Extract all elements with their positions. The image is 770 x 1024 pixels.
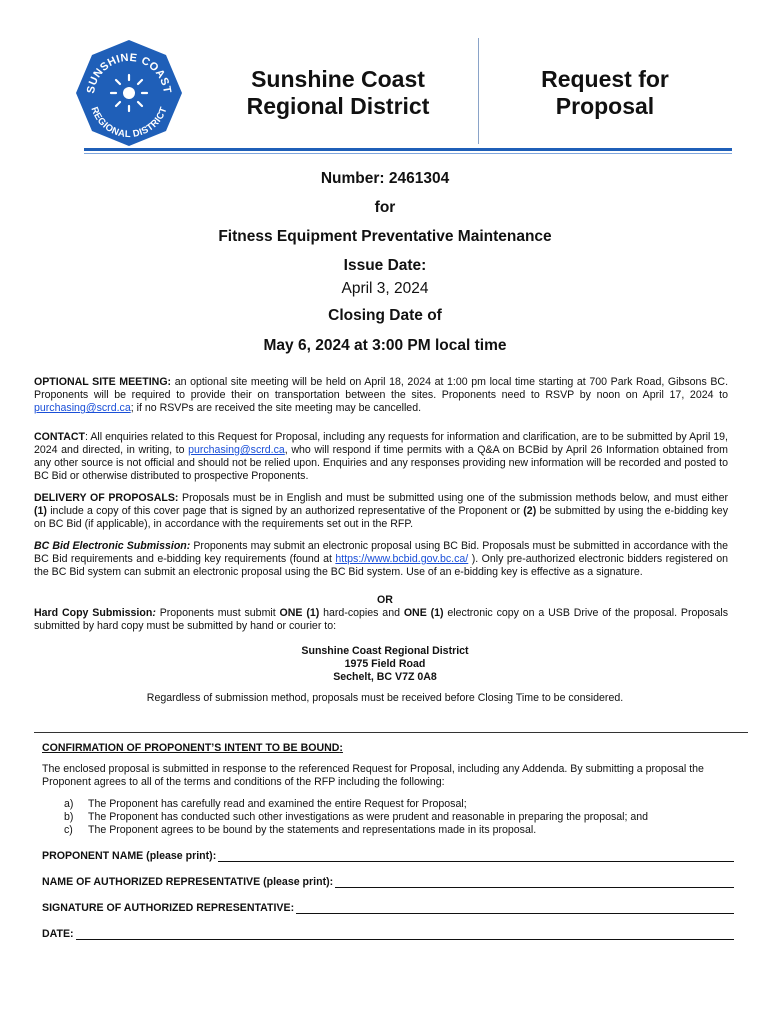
closing-date: May 6, 2024 at 3:00 PM local time [263,337,507,354]
proponent-name-line[interactable] [218,851,734,862]
bcbid-label: BC Bid Electronic Submission: [34,540,191,552]
list-item: a) The Proponent has carefully read and examined the entire Request for Proposal; [64,798,467,810]
address-line1: Sunshine Coast Regional District [301,645,469,657]
scrd-logo [74,38,184,148]
date-line[interactable] [76,929,734,940]
signature-line[interactable] [296,903,734,914]
regardless-note: Regardless of submission method, proposals must be received before Closing Time to be considered. [146,692,624,704]
header-rule [84,148,732,151]
hardcopy-paragraph: Hard Copy Submission: Proponents must submit ONE (1) hard-copies and ONE (1) electronic copy on a USB Drive of the proposal. Proposals submitted by hard copy must be submitted by hand or courier to: [34,607,729,632]
project-title: Fitness Equipment Preventative Maintenance [218,228,552,245]
proponent-name-field[interactable]: PROPONENT NAME (please print): [42,850,734,862]
svg-text:REGIONAL DISTRICT: REGIONAL DISTRICT [88,105,170,141]
issue-date-label: Issue Date: [343,257,427,274]
authorized-rep-line[interactable] [335,877,734,888]
org-title-line2: Regional District [246,93,430,119]
hardcopy-label: Hard Copy Submission [34,607,153,619]
svg-text:SUNSHINE COAST: SUNSHINE COAST [84,51,174,95]
contact-paragraph: CONTACT: All enquiries related to this Request for Proposal, including any requests for information and clarification, are to be submitted by April 19, 2024 and directed, in writing, to purchasing@scrd.ca, who will respond if time permits with a Q&A on BCBid by April 26 Information obtained from any other source is not official and should not be relied upon. Enquiries and any responses providing new information will be recorded and posted to BC Bid or otherwise distributed to prospective Proponents. [34,431,729,482]
org-title-line1: Sunshine Coast [251,66,425,92]
for-label: for [374,199,396,216]
confirmation-heading: CONFIRMATION OF PROPONENT’S INTENT TO BE BOUND: [42,742,343,754]
list-item: c) The Proponent agrees to be bound by the statements and representations made in its proposal. [64,824,537,836]
doc-type-title [500,66,710,120]
site-meeting-paragraph: OPTIONAL SITE MEETING: an optional site meeting will be held on April 18, 2024 at 1:00 pm local time starting at 700 Park Road, Gibsons BC. Proponents will be required to provide their on transportation between the sites. Proponents need to RSVP by noon on April 17, 2024 to purchasing@scrd.ca; if no RSVPs are received the site meeting may be cancelled. [34,376,729,414]
confirmation-text: The enclosed proposal is submitted in response to the referenced Request for Proposal, including any Addenda. By submitting a proposal the Proponent agrees to all of the terms and conditions of the RFP including the following: [42,763,704,788]
header-rule-thin [84,153,732,154]
rsvp-email-link[interactable]: purchasing@scrd.ca [34,402,131,414]
bcbid-paragraph: BC Bid Electronic Submission: Proponents may submit an electronic proposal using BC Bid. Proposals must be submitted in accordance with the BC Bid requirements and e-bidding key requirements (found at https://www.bcbid.gov.bc.ca/ ). Only pre-authorized electronic bidders registered on the BC Bid system can submit an electronic proposal using the BC Bid system. Use of an e-bidding key is effective as a signature. [34,540,728,578]
signature-field[interactable]: SIGNATURE OF AUTHORIZED REPRESENTATIVE: [42,902,734,914]
doc-type-line1: Request for [541,66,669,92]
address-line3: Sechelt, BC V7Z 0A8 [333,671,437,683]
closing-date-label: Closing Date of [328,307,442,324]
issue-date: April 3, 2024 [341,280,429,297]
org-title [228,66,448,120]
or-separator: OR [377,594,393,606]
date-field[interactable]: DATE: [42,928,734,940]
section-divider [34,732,748,733]
list-item: b) The Proponent has conducted such other investigations as were prudent and reasonable in preparing the proposal; and [64,811,649,823]
contact-label: CONTACT [34,431,85,443]
address-line2: 1975 Field Road [344,658,426,670]
delivery-label: DELIVERY OF PROPOSALS: [34,492,179,504]
doc-type-line2: Proposal [555,93,655,119]
authorized-rep-field[interactable]: NAME OF AUTHORIZED REPRESENTATIVE (please print): [42,876,734,888]
contact-email-link[interactable]: purchasing@scrd.ca [188,444,285,456]
delivery-paragraph: DELIVERY OF PROPOSALS: Proposals must be in English and must be submitted using one of the submission methods below, and must either (1) include a copy of this cover page that is signed by an authorized representative of the Proponent or (2) be submitted by using the e-bidding key on BC Bid (if applicable), in accordance with the requirements set out in the RFP. [34,492,728,530]
bcbid-link[interactable]: https://www.bcbid.gov.bc.ca/ [335,553,469,565]
header-divider [478,38,479,144]
site-meeting-label: OPTIONAL SITE MEETING: [34,376,172,388]
sun-icon [111,75,147,111]
confirmation-list [64,798,648,837]
rfp-number: Number: 2461304 [320,170,450,187]
